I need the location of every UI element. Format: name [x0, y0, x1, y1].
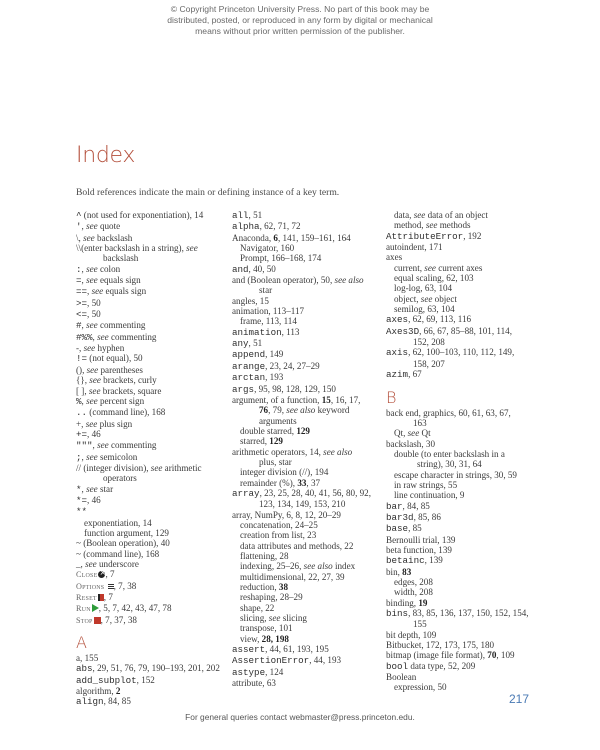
- index-entry-continuation: 76, 79, see also keyword: [259, 405, 350, 416]
- index-entry: *=, 46: [76, 494, 101, 506]
- index-entry: (), see parentheses: [76, 364, 143, 375]
- index-entry: arctan, 193: [232, 372, 284, 384]
- copyright-line: means without prior written permission of the publisher.: [195, 26, 405, 36]
- index-entry: bar, 84, 85: [386, 500, 430, 512]
- index-subentry: current, see current axes: [394, 262, 483, 273]
- index-entry: azim, 67: [386, 369, 422, 381]
- index-subentry: double starred, 129: [240, 425, 310, 436]
- index-entry: betainc, 139: [386, 555, 443, 567]
- index-subentry: Navigator, 160: [240, 243, 295, 254]
- index-subentry: Qt, see Qt: [394, 428, 431, 439]
- index-subentry: double (to enter backslash in a: [394, 448, 505, 459]
- index-entry: beta function, 139: [386, 544, 452, 555]
- index-entry: bin, 83: [386, 566, 412, 577]
- index-entry: array, NumPy, 6, 8, 12, 20–29: [232, 509, 341, 520]
- index-subentry: Prompt, 166–168, 174: [240, 253, 322, 264]
- index-subentry: remainder (%), 33, 37: [240, 477, 321, 488]
- index-subentry: reduction, 38: [240, 582, 288, 593]
- index-entry: Bitbucket, 172, 173, 175, 180: [386, 640, 495, 651]
- index-subentry: expression, 50: [394, 682, 447, 693]
- index-entry-continuation: arguments: [259, 415, 297, 426]
- index-entry: and, 40, 50: [232, 263, 276, 275]
- index-subentry: equal scaling, 62, 103: [394, 273, 474, 284]
- index-subentry: flattening, 28: [240, 551, 289, 561]
- index-entry: base, 85: [386, 523, 422, 535]
- index-entry: ==, see equals sign: [76, 286, 147, 298]
- index-subentry: multidimensional, 22, 27, 39: [240, 571, 345, 582]
- index-entry: =, see equals sign: [76, 275, 141, 287]
- index-entry-continuation: 155: [413, 619, 427, 630]
- index-entry: angles, 15: [232, 295, 269, 306]
- intro-text: Bold references indicate the main or defining instance of a key term.: [76, 187, 340, 198]
- index-subentry: shape, 22: [240, 602, 275, 613]
- index-entry: abs, 29, 51, 76, 79, 190–193, 201, 202: [76, 663, 220, 675]
- index-subentry: edges, 208: [394, 577, 433, 587]
- index-subentry: frame, 113, 114: [240, 316, 297, 327]
- index-entry: <=, 50: [76, 309, 101, 321]
- index-entry: arange, 23, 24, 27–29: [232, 360, 320, 372]
- index-entry: Stop , 7, 37, 38: [76, 614, 137, 625]
- copyright-line: distributed, posted, or reproduced in any form by digital or mechanical: [167, 15, 433, 25]
- index-entry: alpha, 62, 71, 72: [232, 221, 301, 233]
- index-entry: argument, of a function, 15, 16, 17,: [232, 394, 361, 405]
- index-entry: Close × , 7: [76, 569, 231, 580]
- index-entry: _, see underscore: [76, 559, 139, 569]
- index-column-1: [76, 210, 231, 708]
- index-entry-continuation: 158, 207: [413, 358, 445, 369]
- index-entry: bit depth, 109: [386, 629, 437, 640]
- index-entry: append, 149: [232, 349, 284, 361]
- index-subentry: concatenation, 24–25: [240, 519, 318, 530]
- index-entry: bar3d, 85, 86: [386, 511, 441, 523]
- index-entry: arithmetic operators, 14, see also: [232, 446, 353, 457]
- section-letter-a: A: [76, 633, 87, 653]
- index-entry: add_subplot, 152: [76, 674, 155, 686]
- index-entry: and (Boolean operator), 50, see also: [232, 275, 364, 286]
- index-subentry: log-log, 63, 104: [394, 283, 453, 294]
- index-entry-continuation: backslash: [103, 253, 139, 264]
- index-subentry: slicing, see slicing: [240, 613, 307, 624]
- copyright-line: © Copyright Princeton University Press. No part of this book may be: [170, 4, 430, 14]
- index-entry: axis, 62, 100–103, 110, 112, 149,: [386, 347, 515, 359]
- index-entry: attribute, 63: [232, 678, 276, 689]
- index-entry-continuation: star: [259, 285, 273, 296]
- index-entry: bitmap (image file format), 70, 109: [386, 650, 515, 661]
- index-entry: AttributeError, 192: [386, 230, 482, 242]
- index-entry-continuation: 152, 208: [413, 337, 445, 348]
- page-title: Index: [76, 143, 136, 168]
- index-subentry: semilog, 63, 104: [394, 304, 455, 315]
- index-entry: +=, 46: [76, 428, 101, 440]
- index-entry: Anaconda, 6, 141, 159–161, 164: [232, 232, 351, 243]
- page-number: 217: [509, 692, 530, 706]
- index-entry: a, 155: [76, 653, 99, 664]
- close-icon: [98, 571, 105, 578]
- index-subentry: creation from list, 23: [240, 530, 317, 541]
- index-entry: assert, 44, 61, 193, 195: [232, 644, 329, 656]
- index-subentry: function argument, 129: [84, 527, 169, 538]
- index-subentry: starred, 129: [240, 436, 283, 447]
- index-entry: *, see star: [76, 483, 114, 495]
- index-entry: ;, see semicolon: [76, 451, 138, 463]
- index-entry: **: [76, 506, 88, 518]
- index-entry-continuation: string), 30, 31, 64: [417, 459, 482, 470]
- index-entry: animation, 113: [232, 326, 300, 338]
- index-subentry: data, see data of an object: [394, 210, 488, 220]
- index-entry-continuation: 123, 134, 149, 153, 210: [259, 499, 346, 510]
- index-entry: \, see backslash: [76, 232, 133, 243]
- index-entry: \\(enter backslash in a string), see: [76, 243, 198, 254]
- index-entry: Boolean: [386, 672, 417, 683]
- run-play-icon: [92, 604, 99, 612]
- index-entry: axes, 62, 69, 113, 116: [386, 314, 472, 326]
- index-entry: Options , 7, 38: [76, 580, 137, 591]
- index-entry: #, see commenting: [76, 320, 146, 332]
- index-entry: -, see hyphen: [76, 343, 125, 354]
- index-entry: binding, 19: [386, 597, 428, 608]
- index-entry: astype, 124: [232, 666, 284, 678]
- index-subentry: width, 208: [394, 587, 433, 598]
- index-entry: :, see colon: [76, 263, 121, 275]
- index-entry: backslash, 30: [386, 438, 435, 449]
- index-column-2: [232, 210, 382, 688]
- index-entry: bins, 83, 85, 136, 137, 150, 152, 154,: [386, 608, 529, 620]
- index-entry: Axes3D, 66, 67, 85–88, 101, 114,: [386, 325, 512, 337]
- index-entry: align, 84, 85: [76, 696, 131, 708]
- index-entry: %, see percent sign: [76, 395, 145, 407]
- section-letter-b: B: [386, 387, 397, 407]
- index-subentry: in raw strings, 55: [394, 479, 458, 490]
- index-entry: .. (command line), 168: [76, 407, 166, 419]
- index-entry: >=, 50: [76, 297, 101, 309]
- index-entry: algorithm, 2: [76, 686, 121, 697]
- index-entry: """, see commenting: [76, 440, 157, 452]
- index-subentry: method, see methods: [394, 220, 471, 231]
- index-entry-continuation: 163: [413, 417, 427, 428]
- index-entry: // (integer division), see arithmetic: [76, 462, 202, 473]
- index-entry: [ ], see brackets, square: [76, 385, 162, 396]
- index-entry-continuation: operators: [103, 473, 137, 484]
- index-entry: {}, see brackets, curly: [76, 375, 157, 386]
- index-entry: ^ (not used for exponentiation), 14: [76, 210, 204, 221]
- index-entry: back end, graphics, 60, 61, 63, 67,: [386, 407, 511, 418]
- index-subentry: escape character in strings, 30, 59: [394, 469, 517, 480]
- index-column-3: [386, 210, 546, 693]
- index-entry: ~ (Boolean operation), 40: [76, 538, 170, 549]
- index-entry: args, 95, 98, 128, 129, 150: [232, 383, 336, 395]
- index-entry: Bernoulli trial, 139: [386, 534, 456, 545]
- index-subentry: integer division (//), 194: [240, 467, 329, 478]
- index-entry: any, 51: [232, 338, 263, 350]
- index-subentry: reshaping, 28–29: [240, 592, 303, 603]
- footer-contact: For general queries contact webmaster@press.princeton.edu.: [185, 712, 415, 722]
- index-entry: axes: [386, 252, 403, 263]
- index-entry: +, see plus sign: [76, 418, 133, 429]
- index-entry-continuation: plus, star: [259, 456, 292, 467]
- index-entry: bool data type, 52, 209: [386, 660, 476, 672]
- index-entry: array, 23, 25, 28, 40, 41, 56, 80, 92,: [232, 487, 371, 499]
- index-subentry: transpose, 101: [240, 623, 293, 634]
- index-subentry: object, see object: [394, 293, 457, 304]
- index-subentry: view, 28, 198: [240, 633, 289, 644]
- index-entry: != (not equal), 50: [76, 353, 143, 365]
- index-entry: AssertionError, 44, 193: [232, 655, 342, 667]
- index-entry: all, 51: [232, 210, 263, 221]
- index-entry: Reset , 7: [76, 592, 113, 603]
- index-entry: #%%, see commenting: [76, 331, 157, 343]
- index-subentry: data attributes and methods, 22: [240, 540, 354, 551]
- index-entry: ~ (command line), 168: [76, 548, 160, 559]
- index-entry: ', see quote: [76, 221, 121, 233]
- index-subentry: exponentiation, 14: [84, 517, 152, 528]
- index-entry: Run , 5, 7, 42, 43, 47, 78: [76, 603, 172, 614]
- copyright-notice: [0, 4, 600, 37]
- stop-icon: [94, 617, 101, 624]
- index-subentry: line continuation, 9: [394, 490, 465, 501]
- index-entry: autoindent, 171: [386, 242, 443, 253]
- index-entry: animation, 113–117: [232, 306, 305, 317]
- index-subentry: indexing, 25–26, see also index: [240, 561, 356, 572]
